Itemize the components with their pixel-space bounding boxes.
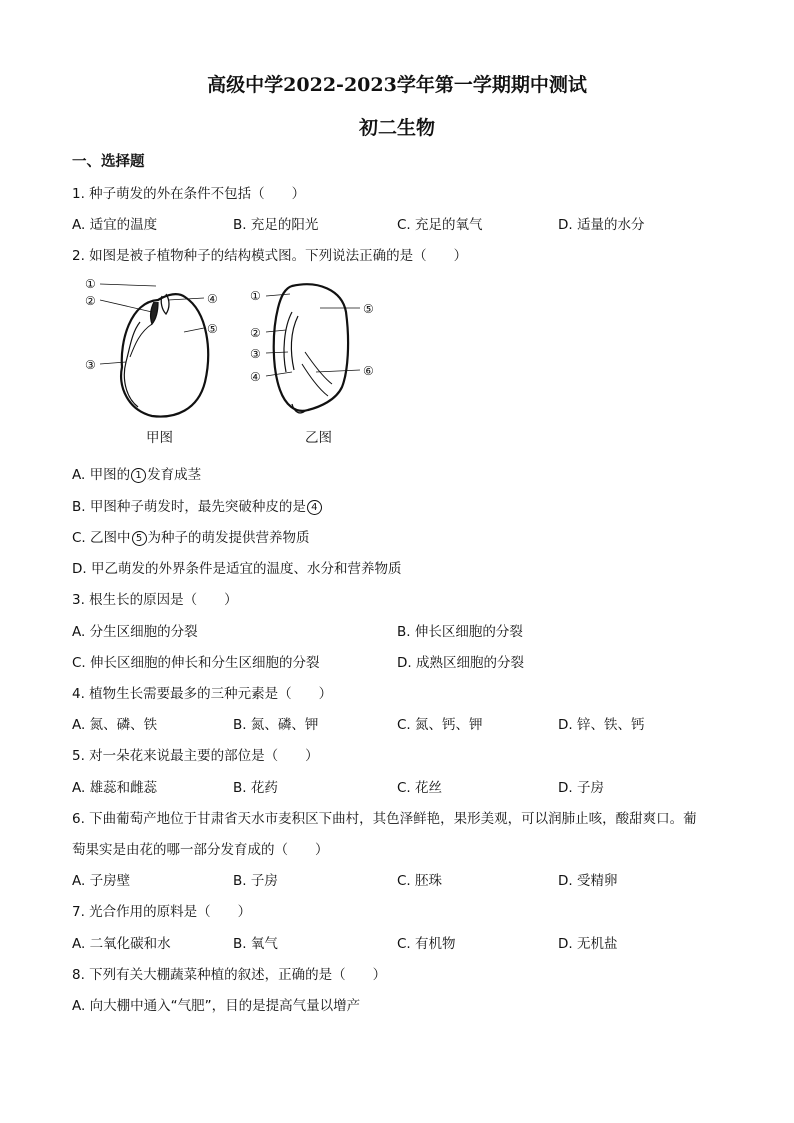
question-3-stem: 3. 根生长的原因是（ ） xyxy=(72,592,238,608)
q7-option-d: D. 无机盐 xyxy=(558,936,618,952)
jia-label-3: ③ xyxy=(85,358,96,372)
jia-label-2: ② xyxy=(85,294,96,308)
question-5-stem: 5. 对一朵花来说最主要的部位是（ ） xyxy=(72,748,319,764)
exam-subject: 初二生物 xyxy=(358,117,435,139)
question-6-stem-line-1: 6. 下曲葡萄产地位于甘肃省天水市麦积区下曲村，其色泽鲜艳，果形美观，可以润肺止咳，酸甜爽口。葡 xyxy=(72,811,697,827)
q4-option-b: B. 氮、磷、钾 xyxy=(233,717,319,733)
q1-option-b: B. 充足的阳光 xyxy=(233,217,319,233)
question-8-stem: 8. 下列有关大棚蔬菜种植的叙述，正确的是（ ） xyxy=(72,967,387,983)
section-title: 一、选择题 xyxy=(72,154,145,170)
seed-diagram-yi xyxy=(274,284,348,413)
q3-option-a: A. 分生区细胞的分裂 xyxy=(72,624,198,640)
q1-option-c: C. 充足的氧气 xyxy=(397,217,483,233)
circled-number-5: 5 xyxy=(132,531,147,546)
jia-label-4: ④ xyxy=(207,292,218,306)
question-4-stem: 4. 植物生长需要最多的三种元素是（ ） xyxy=(72,686,333,702)
question-7-stem: 7. 光合作用的原料是（ ） xyxy=(72,904,252,920)
q4-option-d: D. 锌、铁、钙 xyxy=(558,717,645,733)
q2-option-b: B. 甲图种子萌发时，最先突破种皮的是 4 xyxy=(72,495,323,515)
circled-number-4: 4 xyxy=(307,500,322,515)
seed-figure xyxy=(80,272,400,447)
question-2-stem: 2. 如图是被子植物种子的结构模式图。下列说法正确的是（ ） xyxy=(72,248,468,264)
q5-option-c: C. 花丝 xyxy=(397,780,443,796)
yi-label-2: ② xyxy=(250,326,261,340)
q2-option-d: D. 甲乙萌发的外界条件是适宜的温度、水分和营养物质 xyxy=(72,561,402,577)
q3-option-b: B. 伸长区细胞的分裂 xyxy=(397,624,523,640)
jia-label-5: ⑤ xyxy=(207,322,218,336)
q3-option-d: D. 成熟区细胞的分裂 xyxy=(397,655,524,671)
q6-option-b: B. 子房 xyxy=(233,873,278,889)
q6-option-a: A. 子房壁 xyxy=(72,873,131,889)
q5-option-d: D. 子房 xyxy=(558,780,604,796)
question-1-stem: 1. 种子萌发的外在条件不包括（ ） xyxy=(72,186,306,202)
q7-option-a: A. 二氧化碳和水 xyxy=(72,936,171,952)
q5-option-a: A. 雄蕊和雌蕊 xyxy=(72,780,158,796)
q4-option-c: C. 氮、钙、钾 xyxy=(397,717,483,733)
yi-label-5: ⑤ xyxy=(363,302,374,316)
q3-option-c: C. 伸长区细胞的伸长和分生区细胞的分裂 xyxy=(72,655,320,671)
q6-option-c: C. 胚珠 xyxy=(397,873,443,889)
q6-option-d: D. 受精卵 xyxy=(558,873,618,889)
q2-option-c: C. 乙图中 5 为种子的萌发提供营养物质 xyxy=(72,530,310,546)
q7-option-b: B. 氧气 xyxy=(233,936,278,952)
q1-option-d: D. 适量的水分 xyxy=(558,217,645,233)
yi-label-1: ① xyxy=(250,289,261,303)
q2-option-a: A. 甲图的 1 发育成茎 xyxy=(72,467,202,483)
q5-option-b: B. 花药 xyxy=(233,780,278,796)
yi-label-3: ③ xyxy=(250,347,261,361)
yi-label-6: ⑥ xyxy=(363,364,374,378)
circled-number-1: 1 xyxy=(131,468,146,483)
seed-diagram-jia xyxy=(121,294,208,417)
q1-option-a: A. 适宜的温度 xyxy=(72,217,158,233)
figure-caption-jia: 甲图 xyxy=(146,430,173,446)
question-6-stem-line-2: 萄果实是由花的哪一部分发育成的（ ） xyxy=(72,842,329,858)
yi-label-4: ④ xyxy=(250,370,261,384)
figure-caption-yi: 乙图 xyxy=(305,430,332,446)
jia-label-1: ① xyxy=(85,277,96,291)
q8-option-a: A. 向大棚中通入“气肥”，目的是提高气量以增产 xyxy=(72,998,361,1014)
exam-title: 高级中学2022-2023学年第一学期期中测试 xyxy=(207,74,587,96)
q7-option-c: C. 有机物 xyxy=(397,936,456,952)
q4-option-a: A. 氮、磷、铁 xyxy=(72,717,158,733)
